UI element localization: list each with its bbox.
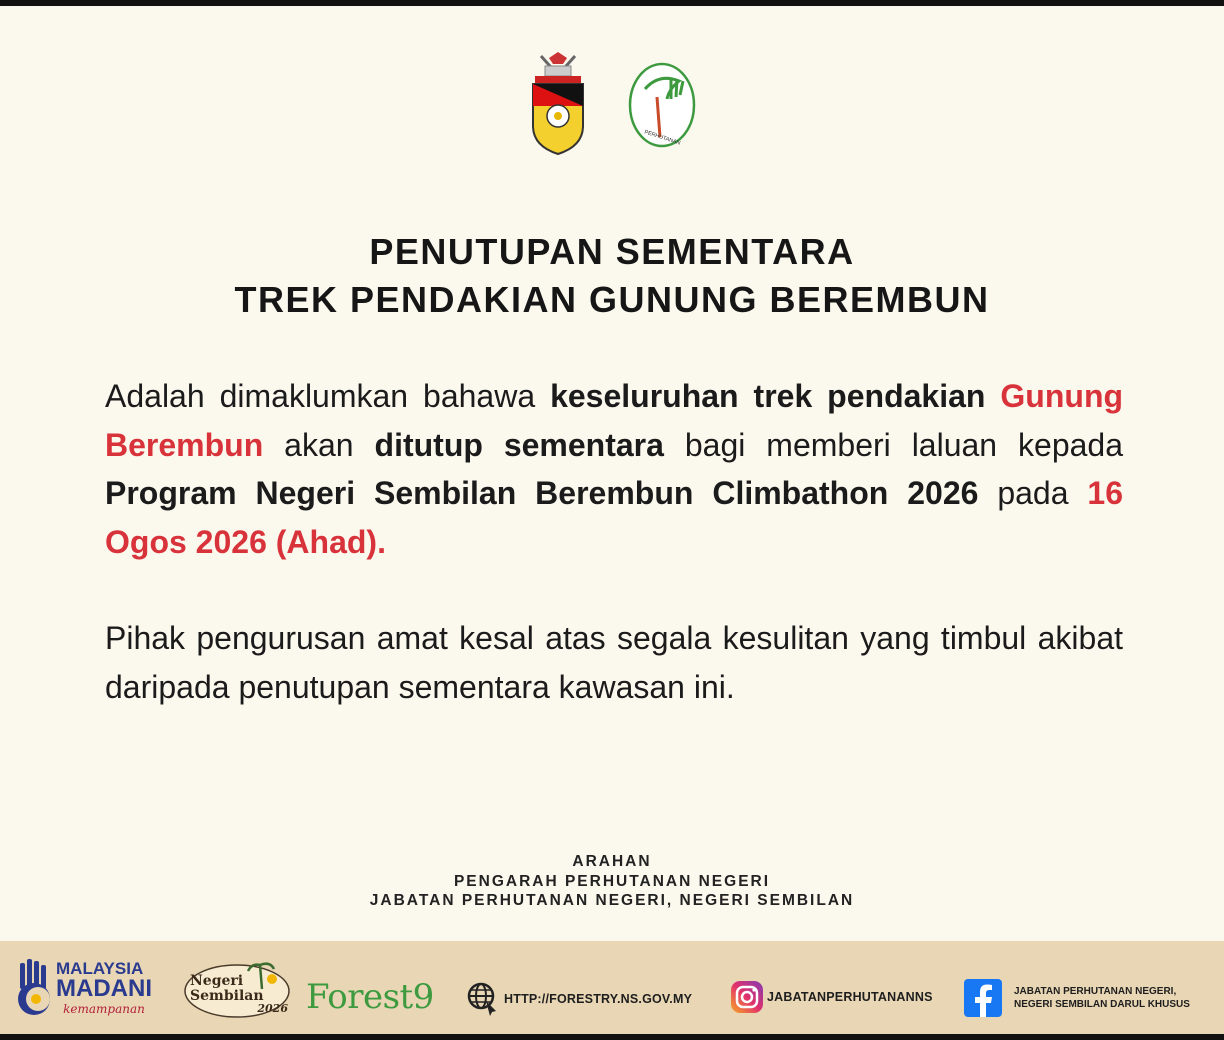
globe-icon — [466, 981, 498, 1017]
forestry-department-logo-icon — [627, 59, 697, 149]
madani-line-1: MALAYSIA — [56, 958, 144, 978]
facebook-icon — [964, 979, 1002, 1017]
forest9-logo — [306, 977, 434, 1017]
madani-line-2: MADANI — [56, 974, 152, 1002]
title-line-2: TREK PENDAKIAN GUNUNG BEREMBUN — [234, 279, 990, 320]
program-name: Program Negeri Sembilan Berembun Climbathon 2026 — [105, 475, 979, 511]
signature-line-3: JABATAN PERHUTANAN NEGERI, NEGERI SEMBILAN — [369, 892, 855, 909]
signature-line-2: PENGARAH PERHUTANAN NEGERI — [453, 872, 771, 890]
signature-block — [0, 852, 1224, 911]
para1-text-3: akan — [263, 426, 375, 463]
page-title — [0, 228, 1224, 324]
title-line-1: PENUTUPAN SEMENTARA — [369, 231, 855, 272]
negeri-sembilan-crest-icon — [527, 52, 589, 156]
visit-line-2: Sembilan — [190, 988, 264, 1004]
visit-year: 2026 — [257, 1002, 288, 1015]
facebook-link[interactable] — [964, 979, 1190, 1017]
instagram-icon — [729, 979, 765, 1015]
facebook-line-1: JABATAN PERHUTANAN NEGERI, — [1014, 986, 1177, 997]
visit-line-1: Negeri — [190, 973, 244, 990]
event-date: 16 Ogos 2026 (Ahad). — [105, 475, 1123, 560]
para1-text-1: Adalah dimaklumkan bahawa — [105, 378, 551, 414]
announcement-paragraph — [105, 372, 1123, 566]
madani-emblem-icon — [14, 957, 54, 1017]
header-logos — [0, 52, 1224, 156]
visit-negeri-sembilan-logo — [182, 959, 292, 1019]
website-link[interactable] — [466, 981, 692, 1017]
malaysia-madani-logo — [14, 957, 152, 1017]
para1-text-2 — [985, 378, 1000, 414]
forestry-logo-text: PERHUTANAN — [643, 129, 682, 147]
para1-text-4: bagi memberi laluan kepada — [663, 426, 1124, 463]
website-url: HTTP://FORESTRY.NS.GOV.MY — [504, 992, 693, 1006]
para1-bold-2: ditutup sementara — [374, 426, 664, 463]
footer-band — [0, 941, 1224, 1034]
para1-text-5: pada — [978, 475, 1088, 511]
mountain-name: Gunung Berembun — [105, 378, 1124, 463]
notice-page — [0, 6, 1224, 1034]
forest9-text: Forest9 — [306, 977, 434, 1017]
signature-line-1: ARAHAN — [572, 853, 652, 870]
madani-line-3: kemampanan — [63, 1001, 145, 1016]
para1-bold-1: keseluruhan trek pendakian — [550, 378, 986, 414]
apology-paragraph: Pihak pengurusan amat kesal atas segala kesulitan yang timbul akibat daripada penutupan sementara kawasan ini. — [105, 620, 1123, 705]
instagram-link[interactable] — [729, 979, 933, 1015]
instagram-handle: JABATANPERHUTANANNS — [767, 990, 933, 1004]
facebook-line-2: NEGERI SEMBILAN DARUL KHUSUS — [1014, 999, 1190, 1010]
